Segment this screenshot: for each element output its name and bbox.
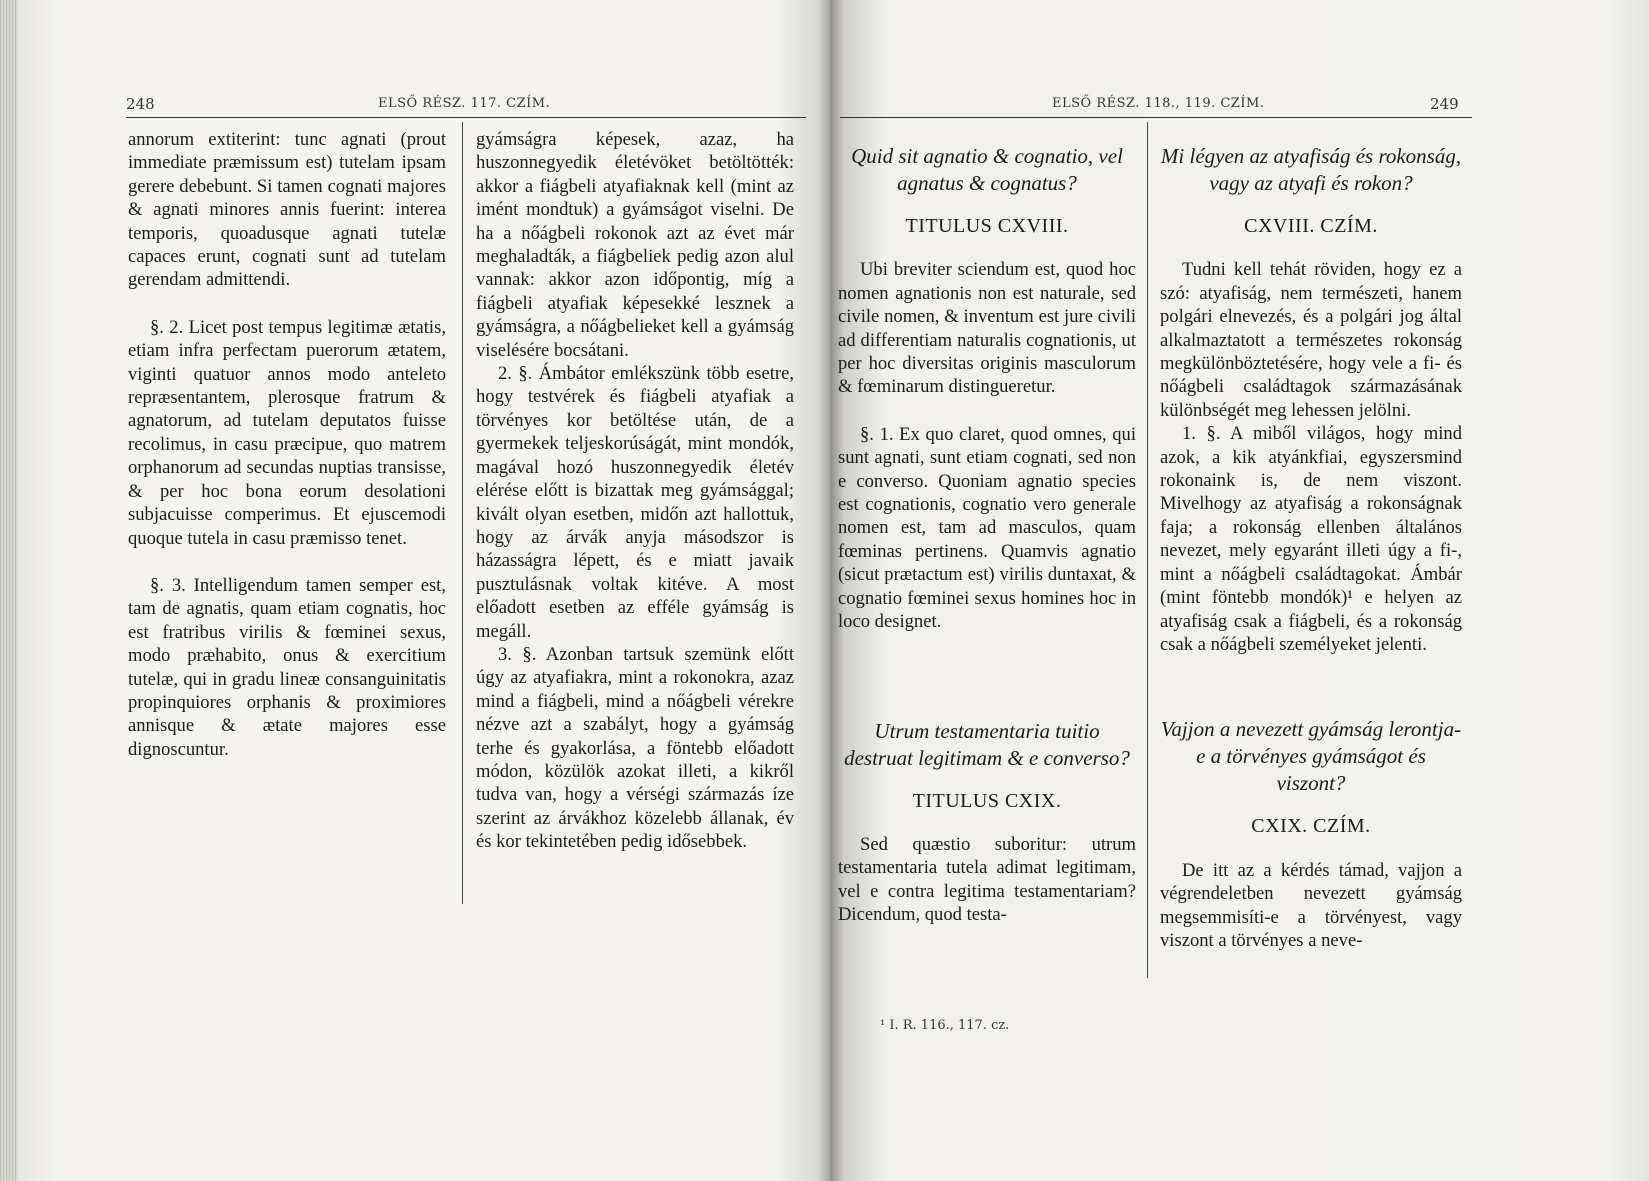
left-hungarian-column xyxy=(476,128,794,854)
hungarian-paragraph: 1. §. A miből világos, hogy mind azok, a kik atyánkfiai, egyszersmind rokonaink is, de nem viszont. Mivelhogy az atyafiság a rokonságnak faja; a rokonság ellenben általános nevezet, mely egyaránt illeti úgy a fi-, mint a nőágbeli családtagokat. Ámbár (mint föntebb mondók)¹ e helyen az atyafiság csak a fiágbeli, és a rokonság csak a nőágbeli személyeket jelenti. xyxy=(1160,423,1462,655)
left-page xyxy=(18,0,830,1181)
czim-heading: CXVIII. CZÍM. xyxy=(1244,215,1378,237)
titulus-heading: TITULUS CXIX. xyxy=(912,789,1062,812)
page-edge-stack xyxy=(0,0,18,1181)
right-page xyxy=(830,0,1649,1181)
hungarian-paragraph: Tudni kell tehát röviden, hogy ez a szó: atyafiság, nem természeti, hanem polgári elnevezés, és a polgári jog által alkalmaztatott a természetes rokonság megkülönböztetésére, hogy vele a fi- és nőágbeli családtagok származásának különbségét meg lehessen jelölni. xyxy=(1160,259,1462,421)
left-latin-column xyxy=(128,128,446,761)
section-title-latin: Quid sit agnatio & cognatio, vel agnatus & cognatus? xyxy=(851,144,1123,195)
right-hungarian-column xyxy=(1160,143,1462,952)
footnote: ¹ I. R. 116., 117. cz. xyxy=(880,1018,1010,1033)
latin-paragraph: annorum extiterint: tunc agnati (prout immediate præmissum est) tutelam ipsam gerere debebunt. Si tamen cognati majores & agnati minores annis fuerint: interea temporis, quoadusque agnati tutelæ capaces erunt, cognati sunt ad tutelam gerendam admittendi. xyxy=(128,129,446,291)
section-title-hungarian: Vajjon a nevezett gyámság lerontja-e a törvényes gyámságot és viszont? xyxy=(1160,717,1462,796)
section-spacer xyxy=(1160,656,1462,716)
latin-paragraph: §. 1. Ex quo claret, quod omnes, qui sunt agnati, sunt etiam cognati, sed non e converso. Quoniam agnatio species est cognationis, cognatio vero generale nomen est, tam ad masculos, quam fœminas pertinens. Quamvis agnatio (sicut prætactum est) virilis duntaxat, & cognatio fœminei sexus homines hoc in loco designet. xyxy=(838,423,1136,633)
right-page-number: 249 xyxy=(1430,95,1459,113)
latin-paragraph: Ubi breviter sciendum est, quod hoc nomen agnationis non est naturale, sed civile nomen, & inventum est jure civili ad differentiam naturalis cognationis, ut per hoc diversitas originis masculorum & fœminarum distingueretur. xyxy=(838,259,1136,398)
section-title-latin: Utrum testamentaria tuitio destruat legitimam & e converso? xyxy=(844,718,1130,770)
left-header-rule xyxy=(126,117,806,118)
right-latin-column xyxy=(838,143,1136,927)
right-column-divider xyxy=(1147,122,1148,978)
left-column-divider xyxy=(462,122,463,904)
czim-heading: CXIX. CZÍM. xyxy=(1251,815,1371,838)
hungarian-paragraph: De itt az a kérdés támad, vajjon a végrendeletben nevezett gyámság megsemmisíti-e a törvényest, vagy viszont a törvényes a neve- xyxy=(1160,859,1462,951)
right-header-rule xyxy=(840,117,1472,118)
latin-paragraph: §. 2. Licet post tempus legitimæ ætatis, etiam infra perfectam puerorum ætatem, viginti quatuor annos modo anteleto repræsentantem, plerosque fratrum & agnatorum, ad tutelam deputatos fuisse recolimus, in casu præcipue, quo matrem orphanorum ad secundas nuptias transisse, & per hoc bona eorum desolationi subjacuisse comperimus. Et ejuscemodi quoque tutela in casu præmisso tenet. xyxy=(128,316,446,549)
hungarian-paragraph: 3. §. Azonban tartsuk szemünk előtt úgy az atyafiakra, mint a rokonokra, azaz mind a fiágbeli, mind a nőágbeli vérekre nézve azt a szabályt, hogy a gyámság terhe és gyakorlása, a föntebb előadott módon, közülök azokat illeti, a kikről tudva van, hogy a vérségi származás íze szerint az árvákhoz közelebb állanak, év és kor tekintetében pedig idősebbek. xyxy=(476,643,794,853)
left-page-number: 248 xyxy=(126,95,155,113)
left-running-head: ELSŐ RÉSZ. 117. CZÍM. xyxy=(378,96,551,111)
section-spacer xyxy=(838,634,1136,718)
latin-paragraph: Sed quæstio suboritur: utrum testamentaria tutela adimat legitimam, vel e contra legitima testamentariam? Dicendum, quod testa- xyxy=(838,833,1136,926)
hungarian-paragraph: 2. §. Ámbátor emlékszünk több esetre, hogy testvérek és fiágbeli atyafiak a törvényes kor betöltése után, de a gyermekek teljeskorúságát, mint mondók, magával hozó huszonnegyedik életév elérése előtt is bizattak meg gyámsággal; kivált olyan esetben, midőn azt hallottuk, hogy az árvák anyja másodszor is házasságra lépett, és e miatt javaik pusztulásnak voltak kitéve. A most előadott esetben az efféle gyámság is megáll. xyxy=(476,363,794,642)
right-running-head: ELSŐ RÉSZ. 118., 119. CZÍM. xyxy=(1052,96,1265,111)
latin-paragraph: §. 3. Intelligendum tamen semper est, tam de agnatis, quam etiam cognatis, hoc est fratribus virilis & fœminei sexus, modo præhabito, onus & exercitium tutelæ, qui in gradu lineæ consanguinitatis propinquiores orphanis & proximiores annisque & ætate majores esse dignoscuntur. xyxy=(128,574,446,760)
hungarian-paragraph: gyámságra képesek, azaz, ha huszonnegyedik életévöket betöltötték: akkor a fiágbeli atyafiaknak kell (mint az imént mondtuk) a gyámságot viselni. De ha a nőágbeli rokonok azt az évet már meghaladták, a fiágbeliek pedig azon alul vannak: akkor azon időpontig, míg a fiágbeli atyafiak képesekké lesznek a gyámságra, a nőágbelieket kell a gyámság viselésére bocsátani. xyxy=(476,129,794,361)
titulus-heading: TITULUS CXVIII. xyxy=(905,215,1069,237)
section-title-hungarian: Mi légyen az atyafiság és rokonság, vagy az atyafi és rokon? xyxy=(1160,144,1462,195)
